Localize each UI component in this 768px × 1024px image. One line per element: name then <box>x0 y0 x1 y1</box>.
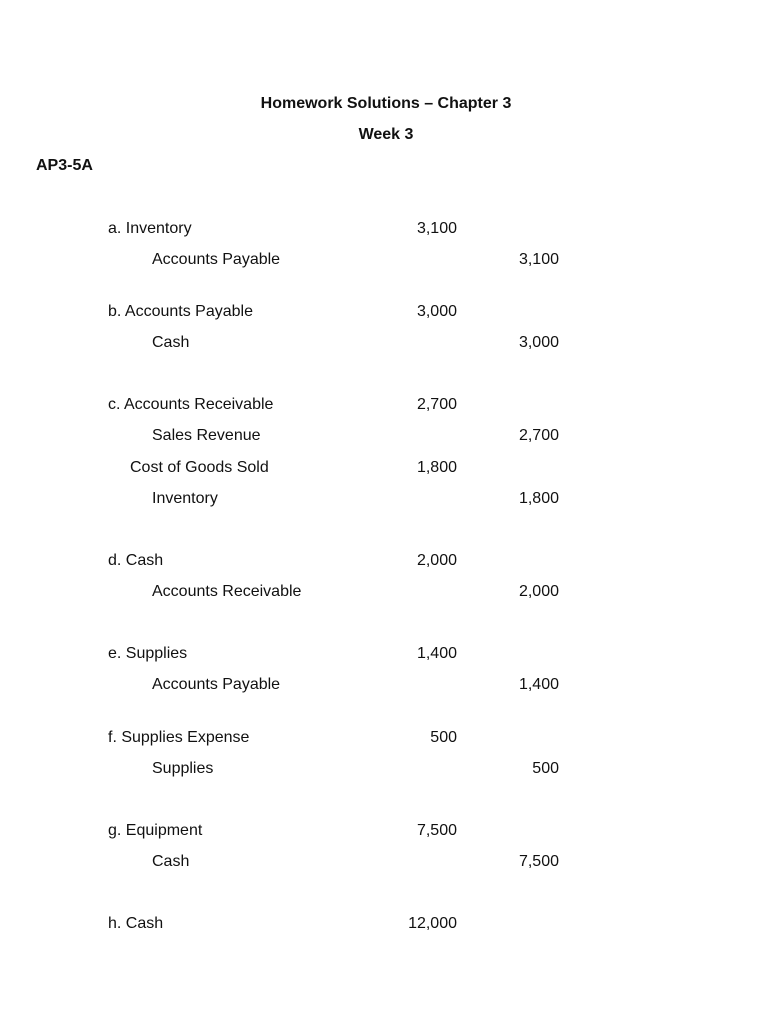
account-name: a. Inventory <box>108 220 192 237</box>
credit-amount: 7,500 <box>518 853 559 870</box>
account-name: b. Accounts Payable <box>108 303 253 320</box>
section-heading: AP3-5A <box>36 157 93 174</box>
journal-line <box>0 218 768 240</box>
journal-line <box>0 488 768 510</box>
account-name: Accounts Payable <box>152 251 281 268</box>
credit-amount: 1,800 <box>518 490 559 507</box>
journal-line <box>0 913 768 935</box>
journal-line <box>0 758 768 780</box>
journal-line <box>0 851 768 873</box>
credit-amount: 2,000 <box>518 583 559 600</box>
journal-line <box>0 249 768 271</box>
credit-amount: 3,000 <box>518 334 559 351</box>
journal-line <box>0 643 768 665</box>
debit-amount: 500 <box>430 729 457 746</box>
journal-line <box>0 457 768 479</box>
account-name: f. Supplies Expense <box>108 729 250 746</box>
account-name: Cash <box>152 334 190 351</box>
credit-amount: 1,400 <box>518 676 559 693</box>
account-name: Accounts Receivable <box>152 583 302 600</box>
journal-line <box>0 674 768 696</box>
account-name: Inventory <box>152 490 218 507</box>
debit-amount: 7,500 <box>416 822 457 839</box>
account-name: g. Equipment <box>108 822 203 839</box>
journal-line <box>0 820 768 842</box>
journal-line <box>0 394 768 416</box>
debit-amount: 12,000 <box>408 915 457 932</box>
journal-line <box>0 581 768 603</box>
journal-line <box>0 425 768 447</box>
debit-amount: 1,400 <box>416 645 457 662</box>
journal-line <box>0 332 768 354</box>
account-name: Supplies <box>152 760 214 777</box>
debit-amount: 3,100 <box>416 220 457 237</box>
document-subtitle: Week 3 <box>358 126 414 143</box>
account-name: Sales Revenue <box>152 427 261 444</box>
debit-amount: 3,000 <box>416 303 457 320</box>
journal-line <box>0 727 768 749</box>
credit-amount: 3,100 <box>518 251 559 268</box>
account-name: Accounts Payable <box>152 676 281 693</box>
account-name: e. Supplies <box>108 645 188 662</box>
debit-amount: 2,700 <box>416 396 457 413</box>
account-name: h. Cash <box>108 915 164 932</box>
account-name: Cash <box>152 853 190 870</box>
journal-line <box>0 550 768 572</box>
debit-amount: 2,000 <box>416 552 457 569</box>
account-name: Cost of Goods Sold <box>130 459 269 476</box>
journal-line <box>0 301 768 323</box>
account-name: d. Cash <box>108 552 164 569</box>
document-title: Homework Solutions – Chapter 3 <box>260 95 512 112</box>
credit-amount: 2,700 <box>518 427 559 444</box>
debit-amount: 1,800 <box>416 459 457 476</box>
credit-amount: 500 <box>532 760 559 777</box>
account-name: c. Accounts Receivable <box>108 396 274 413</box>
